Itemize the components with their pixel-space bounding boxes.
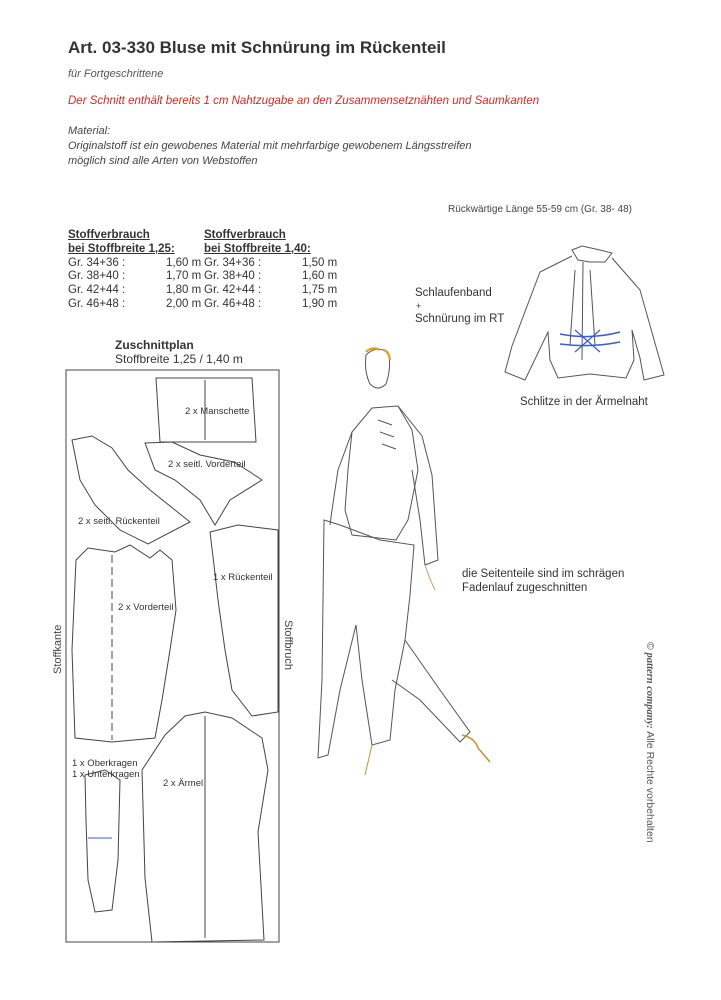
consumption-row: Gr. 42+44 : 1,80 m (68, 284, 202, 297)
consumption-row: Gr. 38+40 : 1,70 m (68, 270, 202, 283)
consumption-width: bei Stoffbreite 1,25: (68, 242, 175, 255)
consumption-row: Gr. 34+36 : 1,50 m (204, 256, 338, 269)
blouse-back-view (505, 246, 664, 380)
side-back-piece (72, 436, 190, 544)
plus-label: + (416, 301, 422, 311)
piece-label-upper-collar: 1 x Oberkragen (72, 758, 138, 769)
difficulty-subtitle: für Fortgeschrittene (68, 68, 164, 80)
brand-name: pattern company: (644, 652, 655, 729)
fold-label: Stoffbruch (282, 620, 294, 670)
copyright-notice (644, 642, 656, 843)
cutting-plan-width: Stoffbreite 1,25 / 1,40 m (115, 352, 243, 366)
piece-label-cuff: 2 x Manschette (185, 406, 250, 417)
side-front-piece (145, 442, 262, 525)
fashion-figure (318, 348, 490, 775)
lacing-label: Schnürung im RT (415, 313, 505, 325)
piece-label-side-front: 2 x seitl. Vorderteil (168, 459, 246, 470)
slits-label: Schlitze in der Ärmelnaht (520, 396, 648, 408)
seam-allowance-note: Der Schnitt enthält bereits 1 cm Nahtzugabe an den Zusammensetznähten und Saumkanten (68, 95, 540, 107)
material-line: Originalstoff ist ein gewobenes Material mit mehrfarbige gewobenem Längsstreifen (68, 140, 472, 152)
consumption-heading: Stoffverbrauch (204, 229, 286, 241)
copyright-symbol: © (644, 642, 656, 650)
piece-label-sleeve: 2 x Ärmel (163, 778, 204, 789)
rights-text: Alle Rechte vorbehalten (644, 731, 656, 843)
collar-piece (85, 770, 120, 912)
material-line: möglich sind alle Arten von Webstoffen (68, 155, 258, 167)
front-piece (72, 545, 176, 742)
piece-label-side-back: 2 x seitl. Rückenteil (78, 516, 160, 527)
consumption-row: Gr. 34+36 : 1,60 m (68, 256, 202, 269)
piece-label-back: 1 x Rückenteil (213, 572, 273, 583)
side-panels-label-2: Fadenlauf zugeschnitten (462, 582, 588, 594)
piece-label-front: 2 x Vorderteil (118, 602, 174, 613)
consumption-row: Gr. 38+40 : 1,60 m (204, 270, 338, 283)
piece-label-under-collar: 1 x Unterkragen (72, 769, 140, 780)
cutting-plan-title: Zuschnittplan (115, 338, 194, 352)
loop-tape-label: Schlaufenband (415, 287, 492, 299)
material-label: Material: (68, 125, 111, 137)
fabric-layout-frame (66, 370, 279, 942)
consumption-width: bei Stoffbreite 1,40: (204, 242, 311, 255)
consumption-row: Gr. 42+44 : 1,75 m (204, 284, 338, 297)
page-title: Art. 03-330 Bluse mit Schnürung im Rückenteil (68, 38, 446, 57)
side-panels-label-1: die Seitenteile sind im schrägen (462, 568, 625, 580)
back-length-note: Rückwärtige Länge 55-59 cm (Gr. 38- 48) (448, 204, 632, 215)
consumption-row: Gr. 46+48 : 1,90 m (204, 297, 338, 310)
selvage-label: Stoffkante (52, 624, 64, 674)
consumption-row: Gr. 46+48 : 2,00 m (68, 297, 202, 310)
back-piece (210, 525, 278, 716)
consumption-heading: Stoffverbrauch (68, 229, 150, 241)
